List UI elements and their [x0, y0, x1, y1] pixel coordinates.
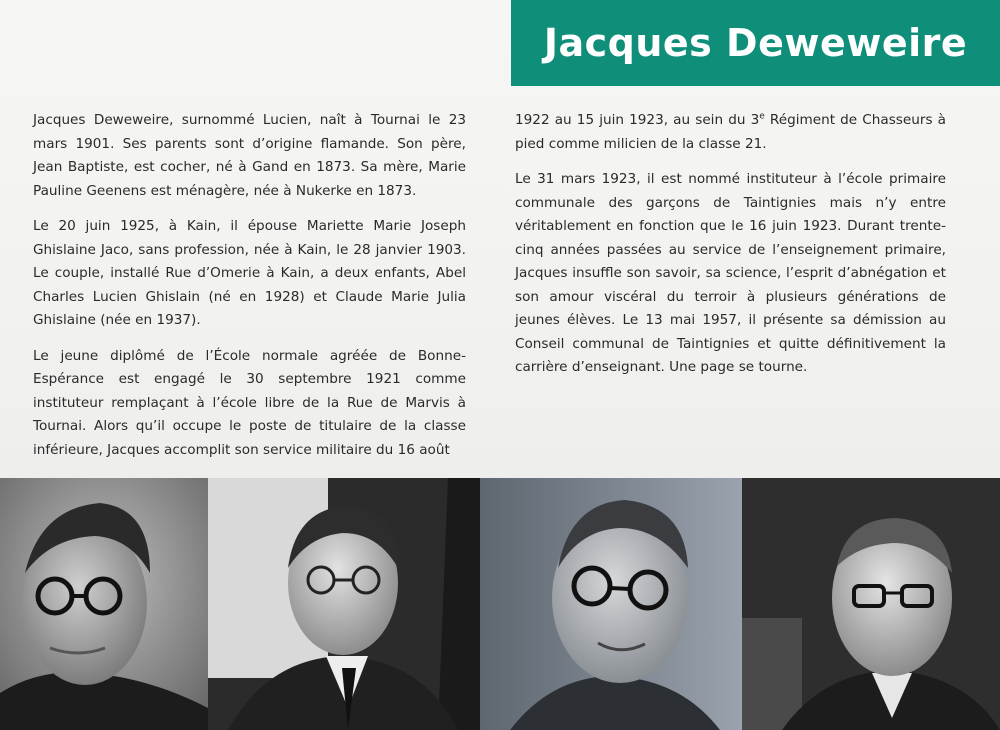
portrait-photo-4 — [742, 478, 1000, 730]
page-title: Jacques Deweweire — [543, 21, 968, 65]
title-banner — [511, 0, 1000, 86]
portrait-photo-1 — [0, 478, 208, 730]
military-text-end: Régiment de Chasseurs à pied comme milicien de la classe 21. — [515, 112, 946, 152]
paragraph-marriage: Le 20 juin 1925, à Kain, il épouse Mariette Marie Joseph Ghislaine Jaco, sans profession, née à Kain, le 28 janvier 1903. Le couple, installé Rue d’Omerie à Kain, a deux enfants, Abel Charles Lucien Ghislain (né en 1928) et Claude Marie Julia Ghislaine (née en 1937). — [33, 218, 466, 328]
paragraph-career-start: Le jeune diplômé de l’École normale agréée de Bonne-Espérance est engagé le 30 septembre 1921 comme instituteur remplaçant à l’école libre de la Rue de Marvis à Tournai. Alors qu’il occupe le poste de titulaire de la classe inférieure, Jacques accomplit son service militaire du 16 août — [33, 347, 466, 458]
military-text-start: 1922 au 15 juin 1923, au sein du 3 — [515, 112, 760, 128]
ordinal-superscript: e — [759, 111, 765, 122]
right-text-column — [515, 109, 946, 392]
paragraph-birth: Jacques Deweweire, surnommé Lucien, naît à Tournai le 23 mars 1901. Ses parents sont d’origine flamande. Son père, Jean Baptiste, est cocher, né à Gand en 1873. Sa mère, Marie Pauline Geenens est ménagère, née à Nukerke en 1873. — [33, 112, 466, 199]
portrait-photo-3 — [480, 478, 742, 730]
photo-strip — [0, 478, 1000, 730]
paragraph-military — [515, 109, 946, 156]
portrait-photo-2 — [208, 478, 480, 730]
paragraph-teaching: Le 31 mars 1923, il est nommé instituteur à l’école primaire communale des garçons de Taintignies mais n’y entre véritablement en fonction que le 16 juin 1923. Durant trente-cinq années passées au service de l’enseignement primaire, Jacques insuffle son savoir, sa science, l’esprit d’abnégation et son amour viscéral du terroir à plusieurs générations de jeunes élèves. Le 13 mai 1957, il présente sa démission au Conseil communal de Taintignies et quitte définitivement la carrière d’enseignant. Une page se tourne. — [515, 171, 946, 375]
left-text-column — [33, 109, 466, 474]
